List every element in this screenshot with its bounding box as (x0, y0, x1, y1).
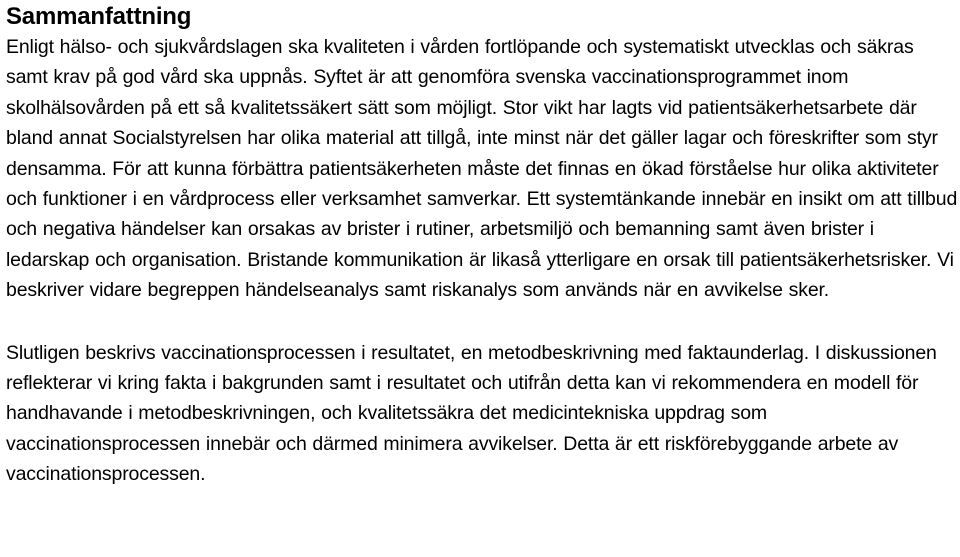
section-heading: Sammanfattning (6, 3, 192, 30)
summary-paragraph-2: Slutligen beskrivs vaccinationsprocessen i resultatet, en metodbeskrivning med faktaunderlag. I diskussionen reflekterar vi kring fakta i bakgrunden samt i resultatet och utifrån detta kan vi rekommendera en modell för handhavande i metodbeskrivningen, och kvalitetssäkra det medicintekniska uppdrag som vaccinationsprocessen innebär och därmed minimera avvikelser. Detta är ett riskförebyggande arbete av vaccinationsprocessen. (6, 341, 937, 486)
paragraph-spacer (6, 306, 958, 338)
document-page (6, 0, 958, 490)
summary-paragraph-1: Enligt hälso- och sjukvårdslagen ska kvaliteten i vården fortlöpande och systematiskt utvecklas och säkras samt krav på god vård ska uppnås. Syftet är att genomföra svenska vaccinationsprogrammet inom skolhälsovården på ett så kvalitetssäkert sätt som möjligt. Stor vikt har lagts vid patientsäkerhetsarbete där bland annat Socialstyrelsen har olika material att tillgå, inte minst när det gäller lagar och föreskrifter som styr densamma. För att kunna förbättra patientsäkerheten måste det finnas en ökad förståelse hur olika aktiviteter och funktioner i en vårdprocess eller verksamhet samverkar. Ett systemtänkande innebär en insikt om att tillbud och negativa händelser kan orsakas av brister i rutiner, arbetsmiljö och bemanning samt även brister i ledarskap och organisation. Bristande kommunikation är likaså ytterligare en orsak till patientsäkerhetsrisker. Vi beskriver vidare begreppen händelseanalys samt riskanalys som används när en avvikelse sker. (6, 36, 958, 302)
